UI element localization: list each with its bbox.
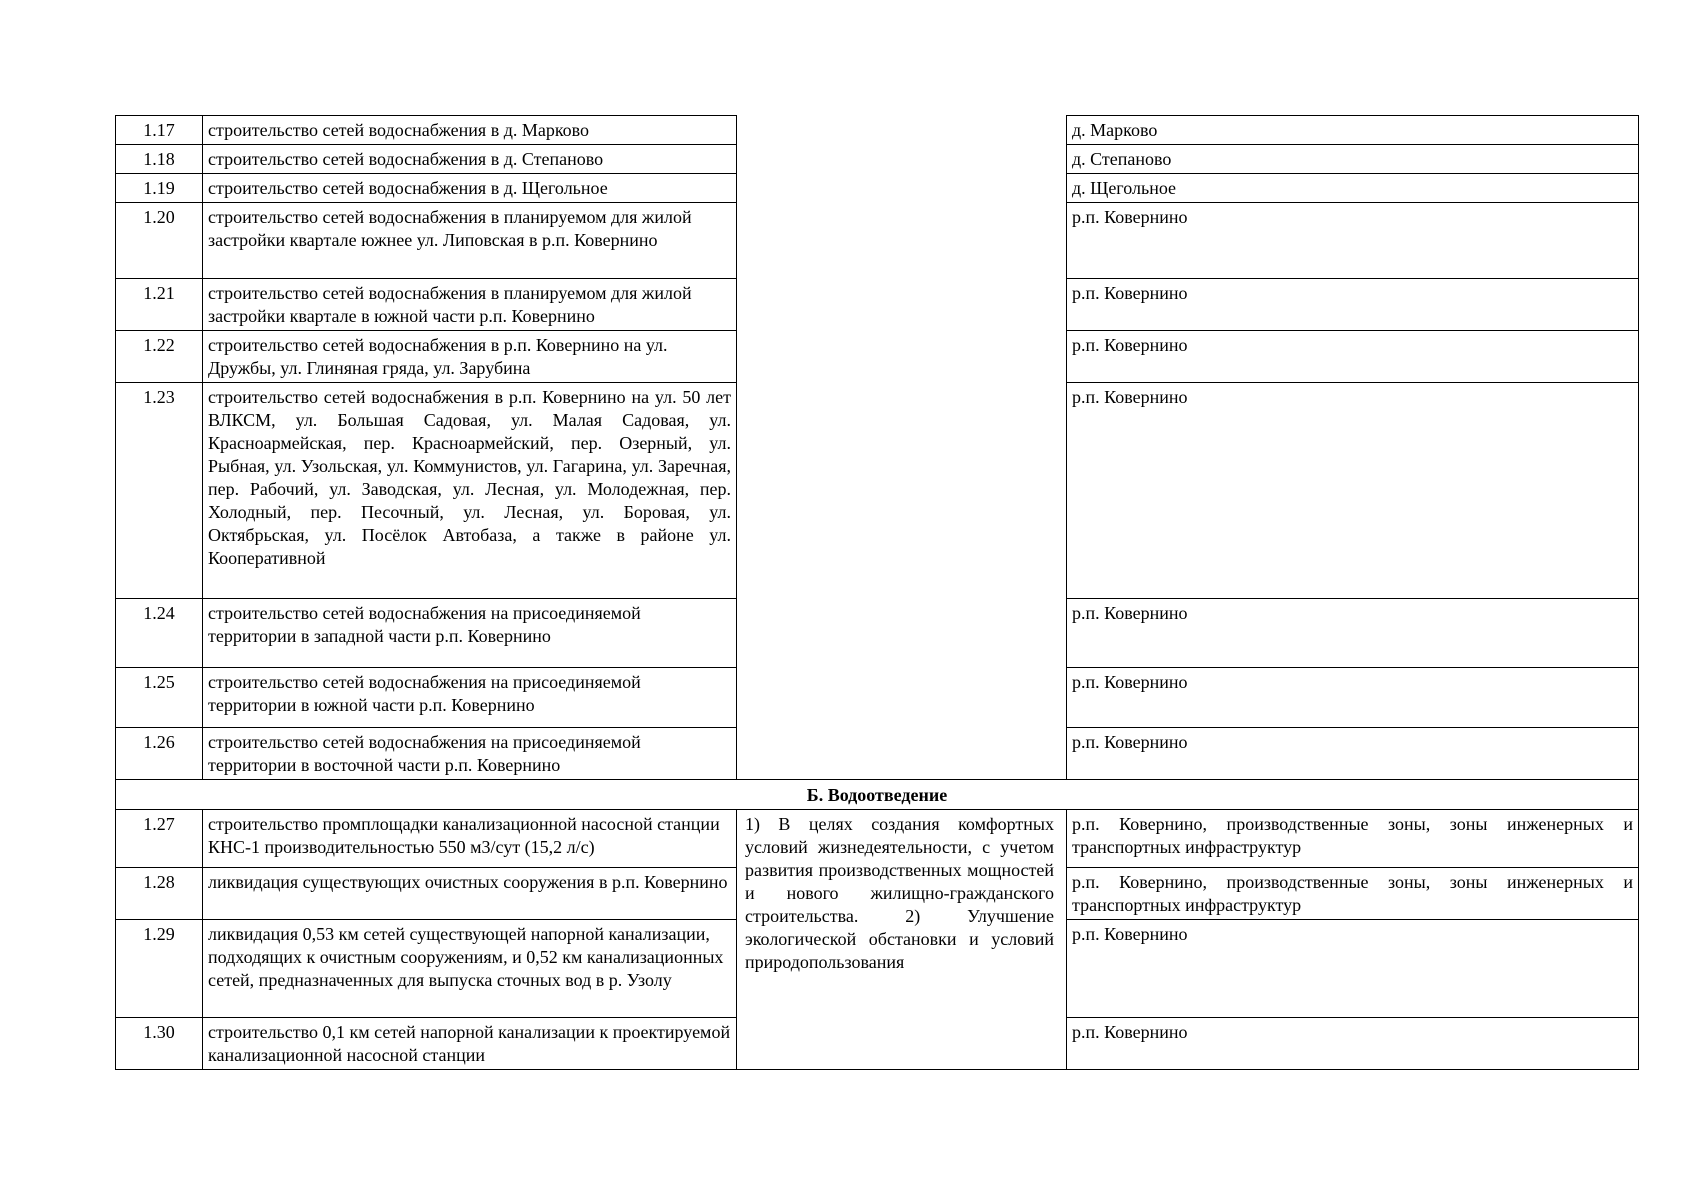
row-description: ликвидация 0,53 км сетей существующей напорной канализации, подходящих к очистным сооружениям, и 0,52 км канализационных сетей, предназначенных для выпуска сточных вод в р. Узолу xyxy=(203,920,737,1018)
row-number: 1.19 xyxy=(116,174,203,203)
row-location: р.п. Ковернино xyxy=(1067,728,1639,780)
row-number: 1.24 xyxy=(116,599,203,668)
row-description: строительство сетей водоснабжения в д. Щегольное xyxy=(203,174,737,203)
row-location: р.п. Ковернино xyxy=(1067,1018,1639,1070)
row-location: р.п. Ковернино xyxy=(1067,920,1639,1018)
row-number: 1.30 xyxy=(116,1018,203,1070)
row-number: 1.17 xyxy=(116,116,203,145)
row-number: 1.23 xyxy=(116,383,203,599)
purpose-text: 1) В целях создания комфортных условий жизнедеятельности, с учетом развития производственных мощностей и нового жилищно-гражданского строительства. 2) Улучшение экологической обстановки и условий природопользования xyxy=(737,810,1067,1070)
row-description: строительство сетей водоснабжения в р.п. Ковернино на ул. Дружбы, ул. Глиняная гряда, ул. Зарубина xyxy=(203,331,737,383)
row-description: строительство промплощадки канализационной насосной станции КНС-1 производительностью 550 м3/сут (15,2 л/с) xyxy=(203,810,737,868)
purpose-cell-empty xyxy=(737,116,1067,780)
row-location: р.п. Ковернино xyxy=(1067,279,1639,331)
row-location: р.п. Ковернино, производственные зоны, зоны инженерных и транспортных инфраструктур xyxy=(1067,868,1639,920)
row-number: 1.20 xyxy=(116,203,203,279)
row-description: ликвидация существующих очистных сооружения в р.п. Ковернино xyxy=(203,868,737,920)
row-number: 1.22 xyxy=(116,331,203,383)
row-description: строительство сетей водоснабжения в д. Степаново xyxy=(203,145,737,174)
row-number: 1.29 xyxy=(116,920,203,1018)
row-description: строительство сетей водоснабжения в планируемом для жилой застройки квартале в южной части р.п. Ковернино xyxy=(203,279,737,331)
table-row xyxy=(116,116,1639,145)
row-number: 1.21 xyxy=(116,279,203,331)
row-description: строительство сетей водоснабжения в планируемом для жилой застройки квартале южнее ул. Липовская в р.п. Ковернино xyxy=(203,203,737,279)
row-description: строительство сетей водоснабжения на присоединяемой территории в восточной части р.п. Ковернино xyxy=(203,728,737,780)
row-description: строительство сетей водоснабжения на присоединяемой территории в южной части р.п. Ковернино xyxy=(203,668,737,728)
row-location: р.п. Ковернино, производственные зоны, зоны инженерных и транспортных инфраструктур xyxy=(1067,810,1639,868)
row-description: строительство сетей водоснабжения в д. Марково xyxy=(203,116,737,145)
row-location: д. Степаново xyxy=(1067,145,1639,174)
row-location: р.п. Ковернино xyxy=(1067,203,1639,279)
row-location: р.п. Ковернино xyxy=(1067,668,1639,728)
row-location: р.п. Ковернино xyxy=(1067,383,1639,599)
row-description: строительство сетей водоснабжения в р.п. Ковернино на ул. 50 лет ВЛКСМ, ул. Большая Садовая, ул. Малая Садовая, ул. Красноармейская, пер. Красноармейский, пер. Озерный, ул. Рыбная, ул. Узольская, ул. Коммунистов, ул. Гагарина, ул. Заречная, пер. Рабочий, ул. Заводская, ул. Лесная, ул. Молодежная, пер. Холодный, пер. Песочный, ул. Лесная, ул. Боровая, ул. Октябрьская, ул. Посёлок Автобаза, а также в районе ул. Кооперативной xyxy=(203,383,737,599)
row-number: 1.26 xyxy=(116,728,203,780)
row-number: 1.27 xyxy=(116,810,203,868)
row-description: строительство сетей водоснабжения на присоединяемой территории в западной части р.п. Ковернино xyxy=(203,599,737,668)
row-number: 1.28 xyxy=(116,868,203,920)
table-row xyxy=(116,810,1639,868)
row-number: 1.25 xyxy=(116,668,203,728)
row-location: р.п. Ковернино xyxy=(1067,331,1639,383)
row-description: строительство 0,1 км сетей напорной канализации к проектируемой канализационной насосной станции xyxy=(203,1018,737,1070)
section-title: Б. Водоотведение xyxy=(116,780,1639,810)
measures-table xyxy=(115,115,1639,1070)
row-location: д. Щегольное xyxy=(1067,174,1639,203)
section-header-row xyxy=(116,780,1639,810)
row-location: д. Марково xyxy=(1067,116,1639,145)
row-location: р.п. Ковернино xyxy=(1067,599,1639,668)
row-number: 1.18 xyxy=(116,145,203,174)
